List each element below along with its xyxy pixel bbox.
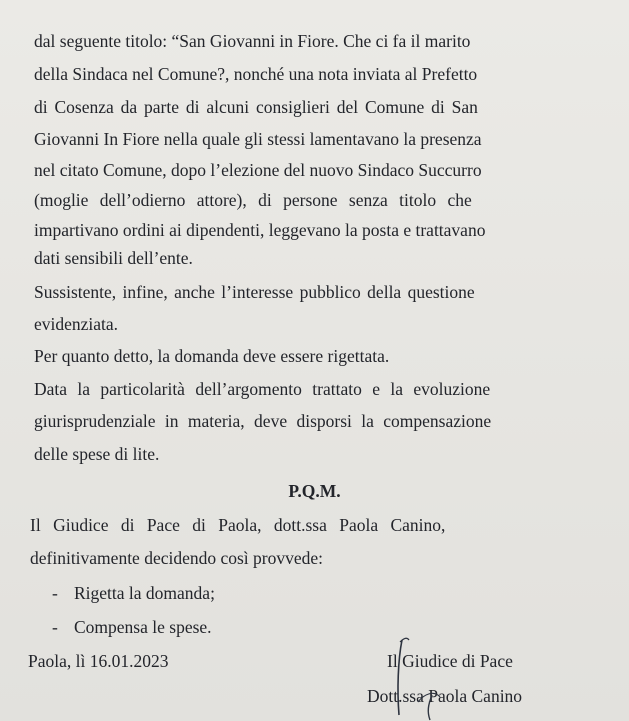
body-line-text: Sussistente, infine, anche l’interesse pubblico della questione [34, 282, 475, 302]
body-line-2 [34, 63, 531, 85]
body-line-text: (moglie dell’odierno attore), di persone senza titolo che [34, 190, 472, 210]
body-line-text: impartivano ordini ai dipendenti, leggevano la posta e trattavano [34, 220, 486, 240]
body-line-text: evidenziata. [34, 314, 119, 334]
decision-line-1 [30, 514, 550, 536]
body-line-text: dal seguente titolo: “San Giovanni in Fiore. Che ci fa il marito [34, 31, 471, 51]
body-line-text: Data la particolarità dell’argomento trattato e la evoluzione [34, 379, 491, 399]
place-date [28, 650, 168, 672]
order-item-2 [52, 616, 212, 638]
order-text: Rigetta la domanda; [74, 583, 215, 603]
body-line-10 [34, 313, 118, 335]
body-line-text: della Sindaca nel Comune?, nonché una nota inviata al Prefetto [34, 64, 478, 84]
body-line-1 [34, 30, 530, 52]
order-item-1 [52, 582, 215, 604]
signature-name-text: Dott.ssa Paola Canino [367, 686, 523, 706]
body-line-text: Per quanto detto, la domanda deve essere rigettata. [34, 346, 390, 366]
body-line-text: di Cosenza da parte di alcuni consiglieri del Comune di San [34, 97, 478, 117]
body-line-8 [34, 247, 193, 269]
order-text: Compensa le spese. [74, 617, 212, 637]
body-line-11 [34, 345, 389, 367]
body-line-9 [34, 281, 534, 303]
body-line-14 [34, 443, 159, 465]
signature-title [387, 650, 513, 672]
order-bullet: - [52, 583, 58, 603]
body-line-text: giurisprudenziale in materia, deve disporsi la compensazione [34, 411, 492, 431]
body-line-text: dati sensibili dell’ente. [34, 248, 193, 268]
body-line-4 [34, 128, 532, 150]
signature-title-text: Il Giudice di Pace [387, 651, 513, 671]
pqm-heading-text: P.Q.M. [288, 481, 341, 501]
body-line-7 [34, 219, 534, 241]
body-line-text: delle spese di lite. [34, 444, 160, 464]
pqm-heading [0, 480, 629, 502]
body-line-5 [34, 159, 532, 181]
decision-line-text: Il Giudice di Pace di Paola, dott.ssa Paola Canino, [30, 515, 446, 535]
body-line-12 [34, 378, 534, 400]
body-line-3 [34, 96, 532, 118]
decision-line-text: definitivamente decidendo così provvede: [30, 548, 324, 568]
decision-line-2 [30, 547, 323, 569]
body-line-text: nel citato Comune, dopo l’elezione del nuovo Sindaco Succurro [34, 160, 482, 180]
body-line-6 [34, 189, 534, 211]
body-line-text: Giovanni In Fiore nella quale gli stessi lamentavano la presenza [34, 129, 482, 149]
signature-name [367, 685, 522, 707]
place-date-text: Paola, lì 16.01.2023 [28, 651, 169, 671]
order-bullet: - [52, 617, 58, 637]
body-line-13 [34, 410, 539, 432]
